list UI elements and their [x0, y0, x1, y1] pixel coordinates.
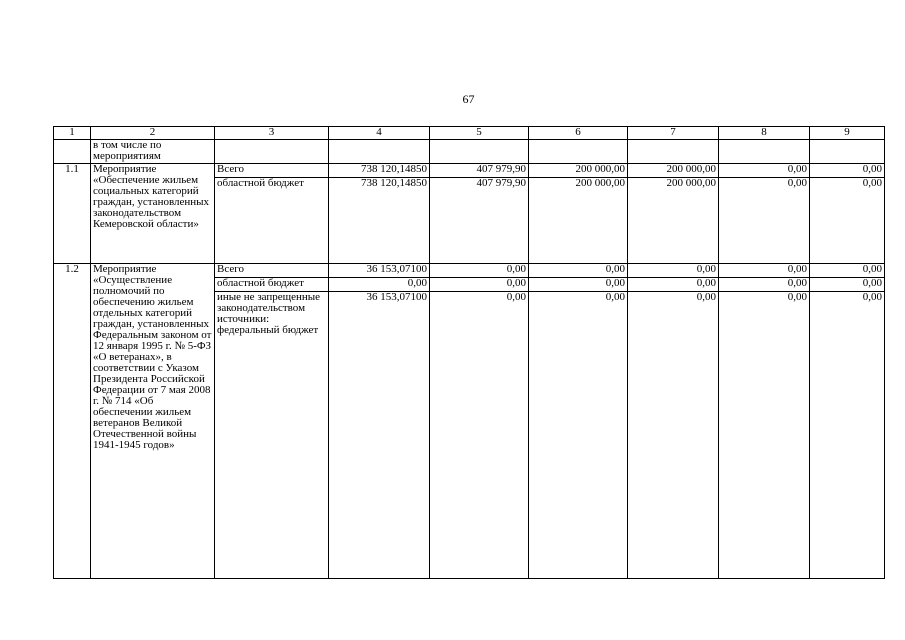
funding-source: иные не запрещенные законодательством источники: федеральный бюджет: [215, 292, 329, 579]
row-number: 1.2: [54, 264, 91, 579]
value-cell: 0,00: [329, 278, 430, 292]
value-cell: 0,00: [529, 264, 628, 278]
column-header: 1: [54, 127, 91, 140]
value-cell: 0,00: [810, 264, 885, 278]
value-cell: 0,00: [810, 178, 885, 264]
funding-source: областной бюджет: [215, 278, 329, 292]
measure-name: Мероприятие «Обеспечение жильем социальных категорий граждан, установленных законодательством Кемеровской области»: [91, 164, 215, 264]
row-number: 1.1: [54, 164, 91, 264]
value-cell: 738 120,14850: [329, 178, 430, 264]
value-cell: 0,00: [628, 292, 719, 579]
column-header: 8: [719, 127, 810, 140]
column-header: 5: [430, 127, 529, 140]
column-header: 7: [628, 127, 719, 140]
value-cell: 36 153,07100: [329, 264, 430, 278]
value-cell: 0,00: [719, 164, 810, 178]
value-cell: 200 000,00: [628, 164, 719, 178]
table-row: [54, 264, 885, 278]
value-cell: 407 979,90: [430, 164, 529, 178]
column-header: 4: [329, 127, 430, 140]
funding-source: Всего: [215, 164, 329, 178]
column-header-row: [54, 127, 885, 140]
value-cell: 0,00: [628, 278, 719, 292]
value-cell: 36 153,07100: [329, 292, 430, 579]
value-cell: 407 979,90: [430, 178, 529, 264]
value-cell: 0,00: [628, 264, 719, 278]
value-cell: 0,00: [719, 278, 810, 292]
column-header: 3: [215, 127, 329, 140]
column-header: 6: [529, 127, 628, 140]
column-header: 2: [91, 127, 215, 140]
subheading-row: [54, 140, 885, 164]
value-cell: 738 120,14850: [329, 164, 430, 178]
value-cell: 200 000,00: [529, 178, 628, 264]
value-cell: 0,00: [810, 278, 885, 292]
value-cell: 200 000,00: [628, 178, 719, 264]
value-cell: 0,00: [430, 292, 529, 579]
value-cell: 0,00: [810, 164, 885, 178]
column-header: 9: [810, 127, 885, 140]
table-row: [54, 164, 885, 178]
page-number: 67: [462, 92, 475, 106]
value-cell: 0,00: [529, 292, 628, 579]
funding-source: Всего: [215, 264, 329, 278]
value-cell: 0,00: [810, 292, 885, 579]
funding-source: областной бюджет: [215, 178, 329, 264]
budget-table: [53, 126, 885, 579]
value-cell: 0,00: [719, 292, 810, 579]
subheading: в том числе по мероприятиям: [91, 140, 215, 164]
value-cell: 0,00: [529, 278, 628, 292]
value-cell: 0,00: [719, 178, 810, 264]
value-cell: 200 000,00: [529, 164, 628, 178]
value-cell: 0,00: [430, 278, 529, 292]
value-cell: 0,00: [719, 264, 810, 278]
value-cell: 0,00: [430, 264, 529, 278]
measure-name: Мероприятие «Осуществление полномочий по обеспечению жильем отдельных категорий граждан, установленных Федеральным законом от 12 января 1995 г. № 5-ФЗ «О ветеранах», в соответствии с Указом Президента Российской Федерации от 7 мая 2008 г. № 714 «Об обеспечении жильем ветеранов Великой Отечественной войны 1941-1945 годов»: [91, 264, 215, 579]
